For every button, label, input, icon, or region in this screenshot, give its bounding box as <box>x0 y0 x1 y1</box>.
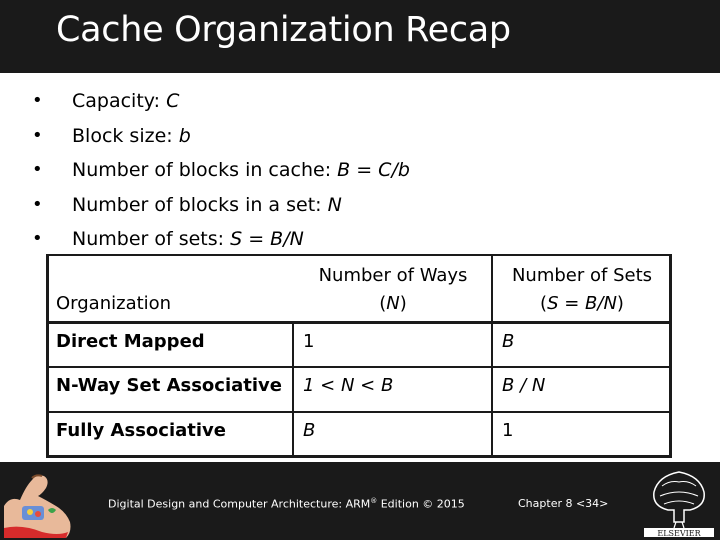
header-ways-title: Number of Ways <box>318 265 468 286</box>
cache-organization-table <box>46 254 672 458</box>
table-cell-organization: N-Way Set Associative <box>56 375 283 396</box>
row-divider <box>46 411 672 413</box>
bullet-dot: • <box>32 124 43 146</box>
bullet-label: Number of sets: <box>72 228 231 250</box>
bullet-dot: • <box>32 159 43 180</box>
header-divider <box>46 321 672 324</box>
table-cell-sets: B / N <box>502 375 546 396</box>
table-cell-ways: 1 <box>303 331 315 352</box>
svg-text:ELSEVIER: ELSEVIER <box>657 529 701 538</box>
bullet-variable: b <box>178 124 191 147</box>
flexed-arm-logo <box>2 466 80 540</box>
table-border-right <box>669 254 672 458</box>
header-ways-symbol: N <box>386 293 400 314</box>
footer-chapter: Chapter 8 <34> <box>518 497 609 510</box>
table-cell-organization: Fully Associative <box>56 420 226 441</box>
bullet-label: Number of blocks in a set: <box>72 193 328 216</box>
header-ways: Number of Ways (N) <box>293 262 493 318</box>
bullet-label: Capacity: <box>72 90 167 112</box>
table-border-left <box>46 254 49 458</box>
table-cell-ways: B <box>303 420 316 441</box>
bullet-variable: N <box>327 193 342 216</box>
bullet-variable: B = C/b <box>337 159 410 181</box>
bullet-dot: • <box>32 228 43 249</box>
table-cell-sets: 1 <box>502 420 514 441</box>
row-divider <box>46 366 672 368</box>
bullet-dot: • <box>32 90 43 111</box>
header-sets-title: Number of Sets <box>511 265 653 286</box>
footer-book-title: Digital Design and Computer Architecture: ARM® Edition © 2015 <box>108 497 465 511</box>
table-cell-organization: Direct Mapped <box>56 331 205 352</box>
bullet-variable: C <box>166 90 180 112</box>
bullet-dot: • <box>32 193 43 215</box>
title-bar <box>0 0 720 73</box>
column-divider <box>491 254 493 458</box>
table-cell-sets: B <box>502 331 515 352</box>
bullet-variable: S = B/N <box>230 228 304 250</box>
header-sets-formula: S = B/N <box>547 293 617 314</box>
table-border-top <box>46 254 672 256</box>
header-organization: Organization <box>56 293 172 314</box>
table-cell-ways: 1 < N < B <box>303 375 394 396</box>
bullet-label: Number of blocks in cache: <box>72 159 338 181</box>
header-sets: Number of Sets (S = B/N) <box>492 262 672 318</box>
bullet-label: Block size: <box>72 124 179 147</box>
table-border-bottom <box>46 455 672 458</box>
elsevier-tree-logo <box>640 466 718 538</box>
column-divider <box>292 321 294 458</box>
slide-title: Cache Organization Recap <box>56 10 511 50</box>
footer-bar <box>0 462 720 540</box>
